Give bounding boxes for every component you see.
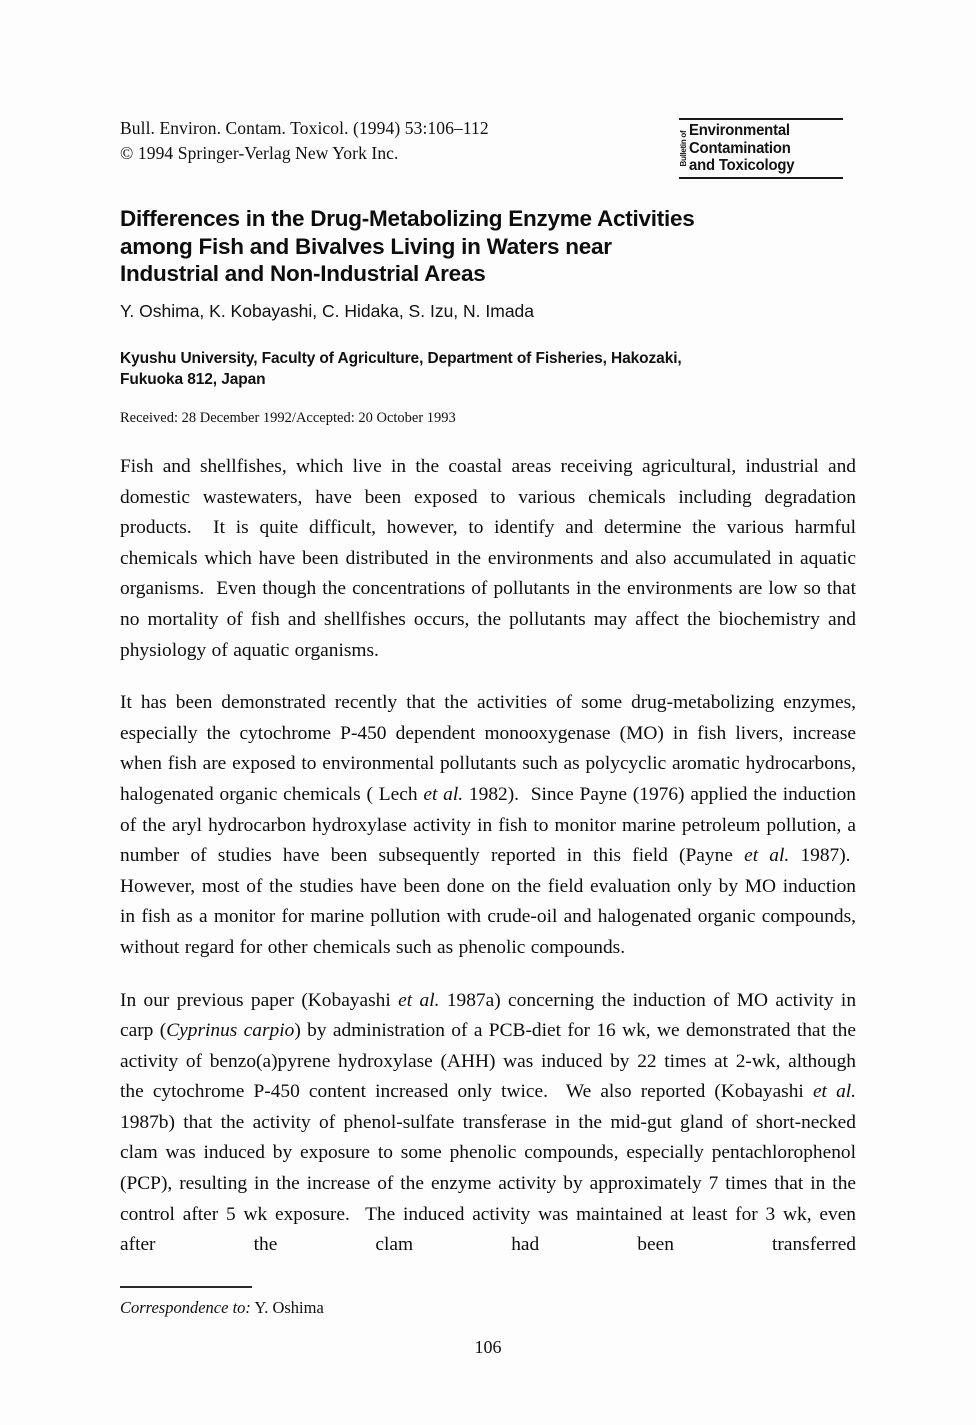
article-title-line-3: Industrial and Non-Industrial Areas [120, 261, 486, 286]
paragraph-3-segment-d: we demonstrated that the activity of benzo(a)pyrene hydroxylase (AHH) was induced by 22 times at 2-wk, [120, 1020, 856, 1072]
logo-line-and-toxicology: and Toxicology [689, 157, 795, 174]
paragraph-2-segment-b: especially the cytochrome P-450 dependent monooxygenase (MO) in fish livers, [120, 722, 784, 744]
paragraph-3-segment-h: especially pentachlorophenol (PCP), resulting in the increase of the enzyme activity by approximately 7 times that in the control after 5 wk exposure. [120, 1142, 856, 1225]
paragraph-2-et-al-2: et al. [744, 845, 790, 867]
paragraph-3-segment-i: The induced activity was maintained at least for 3 wk, [365, 1203, 812, 1225]
journal-logo [679, 118, 843, 179]
paragraph-1-segment-d: Even though the concentrations of pollutants in the environments are low so that no mortality of fish and shellfishes occurs, [120, 578, 856, 630]
paragraph-3-segment-b: 1987a) concerning the induction of MO activity in carp ( [120, 989, 857, 1042]
correspondence-label: Correspondence to: [120, 1297, 251, 1317]
paragraph-2-segment-e: Since Payne (1976) applied the induction of the aryl hydrocarbon hydroxylase activity in fish to monitor marine petroleum pollution, [120, 783, 856, 836]
paragraph-3-segment-c: ) by administration of a PCB-diet for 16 wk, [294, 1020, 651, 1042]
affiliation-line-2: Fukuoka 812, Japan [120, 371, 266, 388]
article-title-line-2: among Fish and Bivalves Living in Waters near [120, 233, 612, 259]
paragraph-2-et-al-1: et al. [423, 783, 464, 805]
paragraph-1-segment-e: the pollutants may affect the biochemistry and physiology of aquatic organisms. [120, 608, 856, 661]
paragraph-1-segment-c: It is quite difficult, however, to identify and determine the various harmful chemicals which have been distributed in the environments and also accumulated in aquatic organisms. [120, 517, 856, 600]
logo-line-environmental: Environmental [689, 122, 790, 139]
paragraph-2-segment-f: a number of studies have been subsequently reported in this field (Payne [120, 814, 856, 867]
paragraph-1-segment-a: Fish and shellfishes, which live in the coastal areas receiving agricultural, industrial and domestic wastewaters, [120, 456, 856, 508]
affiliation-line-1: Kyushu University, Faculty of Agriculture, Department of Fisheries, Hakozaki, [120, 350, 682, 367]
journal-copyright-line: © 1994 Springer-Verlag New York Inc. [120, 143, 399, 163]
paragraph-3-segment-g: 1987b) that the activity of phenol-sulfate transferase in the mid-gut gland of short-necked clam was induced by exposure to some phenolic compounds, [120, 1111, 856, 1164]
author-affiliation [120, 348, 840, 390]
page-number: 106 [474, 1337, 502, 1357]
article-body [120, 452, 856, 1291]
paragraph-3-segment-a: In our previous paper (Kobayashi [120, 989, 399, 1011]
correspondence-name: Y. Oshima [254, 1297, 324, 1317]
paragraph-3-segment-j: even after the clam had been transferred [120, 1203, 856, 1256]
body-paragraph-2 [120, 688, 856, 963]
journal-citation-line: Bull. Environ. Contam. Toxicol. (1994) 53:106–112 [120, 118, 489, 138]
received-accepted-line: Received: 28 December 1992/Accepted: 20 October 1993 [120, 410, 456, 426]
journal-citation-header [120, 116, 660, 166]
paragraph-3-et-al-2: et al. [812, 1081, 857, 1103]
logo-title-lines [689, 122, 799, 175]
correspondence-footnote [120, 1286, 540, 1318]
footnote-divider-rule [120, 1286, 252, 1288]
correspondence-text [120, 1297, 540, 1318]
article-title [120, 205, 860, 288]
logo-body [679, 120, 843, 176]
paragraph-2-segment-c: increase when fish are exposed to environmental pollutants such as polycyclic aromatic hydrocarbons, halogenated organic chemicals ( Lech [120, 722, 856, 805]
paragraph-3-et-al-1: et al. [398, 989, 440, 1011]
article-title-line-1: Differences in the Drug-Metabolizing Enzyme Activities [120, 206, 695, 231]
paragraph-2-segment-d: 1982). [463, 783, 520, 805]
logo-bottom-rule [679, 177, 843, 179]
paragraph-1-segment-b: have been exposed to various chemicals including degradation products. [120, 486, 856, 539]
body-paragraph-3 [120, 986, 856, 1292]
logo-vertical-text: Bulletin of [679, 130, 688, 167]
paragraph-3-segment-f: We also reported (Kobayashi [565, 1081, 813, 1103]
logo-line-contamination: Contamination [689, 139, 791, 157]
paragraph-3-segment-e: although the cytochrome P-450 content increased only twice. [120, 1050, 856, 1103]
paragraph-2-segment-h: However, most of the studies have been done on the field evaluation only by MO induction in fish as a monitor for marine pollution with crude-oil and halogenated organic compounds, [120, 875, 856, 928]
body-paragraph-1 [120, 452, 856, 666]
author-list: Y. Oshima, K. Kobayashi, C. Hidaka, S. Izu, N. Imada [120, 301, 535, 321]
paragraph-2-segment-i: without regard for other chemicals such as phenolic compounds. [120, 936, 626, 958]
paragraph-2-segment-g: 1987). [789, 845, 851, 867]
paragraph-2-segment-a: It has been demonstrated recently that the activities of some drug-metabolizing enzymes, [120, 692, 856, 714]
paragraph-3-species-name: Cyprinus carpio [166, 1020, 295, 1042]
